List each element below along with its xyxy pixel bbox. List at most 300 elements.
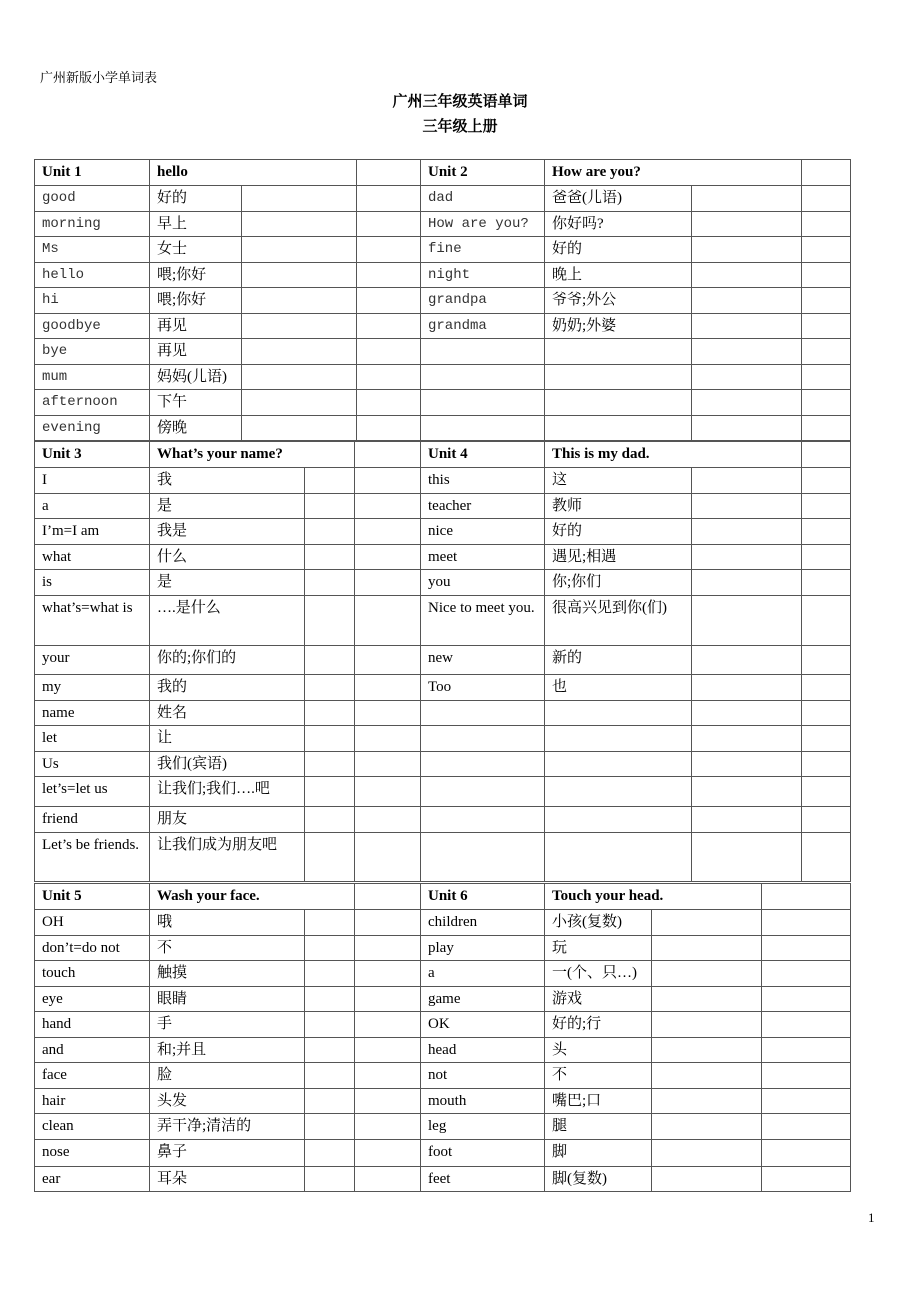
meaning-cell: 傍晚 [150,416,242,441]
meaning-cell: 好的 [545,237,692,263]
empty-cell [305,910,355,936]
empty-cell [355,910,421,936]
word-cell [421,416,545,441]
empty-cell [242,186,357,212]
unit-title: Touch your head. [545,884,762,910]
empty-cell [802,726,851,752]
meaning-cell: 脸 [150,1063,305,1089]
meaning-cell [545,726,692,752]
empty-cell [692,237,802,263]
empty-cell [305,936,355,961]
unit-title: hello [150,160,357,186]
table-row [421,752,851,777]
word-cell: feet [421,1167,545,1192]
meaning-cell: 是 [150,570,305,596]
table-row [35,390,421,416]
unit-title: Wash your face. [150,884,355,910]
empty-cell [652,1140,762,1167]
table-row [421,1038,851,1063]
word-cell: good [35,186,150,212]
empty-cell [305,1140,355,1167]
word-cell: let [35,726,150,752]
empty-cell [357,365,421,390]
word-cell: OK [421,1012,545,1038]
table-row [35,1140,421,1167]
word-cell: bye [35,339,150,365]
empty-cell [357,390,421,416]
meaning-cell: 喂;你好 [150,263,242,288]
word-cell [421,339,545,365]
meaning-cell: 姓名 [150,701,305,726]
empty-cell [355,807,421,833]
u6-table [420,883,851,1192]
table-row [35,726,421,752]
empty-cell [652,1038,762,1063]
meaning-cell: 我的 [150,675,305,701]
meaning-cell [545,833,692,882]
unit-title: What’s your name? [150,442,355,468]
word-cell: teacher [421,494,545,519]
empty-cell [802,186,851,212]
empty-cell [305,807,355,833]
empty-cell [242,314,357,339]
empty-cell [802,807,851,833]
empty-cell [802,701,851,726]
word-cell: Let’s be friends. [35,833,150,882]
table-row [35,237,421,263]
empty-cell [305,1038,355,1063]
word-cell: hello [35,263,150,288]
empty-cell [305,519,355,545]
unit-header-row [35,160,421,186]
meaning-cell: 让我们;我们….吧 [150,777,305,807]
unit-header-row [421,884,851,910]
meaning-cell: ….是什么 [150,596,305,646]
empty-cell [355,961,421,987]
word-cell: let’s=let us [35,777,150,807]
word-cell: hand [35,1012,150,1038]
meaning-cell: 腿 [545,1114,652,1140]
table-row [35,186,421,212]
word-cell: Us [35,752,150,777]
empty-cell [652,1167,762,1192]
word-cell [421,726,545,752]
word-cell: dad [421,186,545,212]
u1-table [34,159,421,441]
empty-cell [355,726,421,752]
empty-cell [802,160,851,186]
meaning-cell [545,390,692,416]
meaning-cell: 脚(复数) [545,1167,652,1192]
empty-cell [802,468,851,494]
empty-cell [242,237,357,263]
word-cell: How are you? [421,212,545,237]
empty-cell [357,186,421,212]
table-row [35,833,421,882]
meaning-cell: 朋友 [150,807,305,833]
table-row [35,494,421,519]
empty-cell [242,212,357,237]
empty-cell [355,1089,421,1114]
word-cell: Too [421,675,545,701]
empty-cell [692,468,802,494]
empty-cell [802,833,851,882]
empty-cell [355,646,421,675]
word-cell: I’m=I am [35,519,150,545]
meaning-cell: 嘴巴;口 [545,1089,652,1114]
empty-cell [802,288,851,314]
unit-label: Unit 3 [35,442,150,468]
word-cell: game [421,987,545,1012]
table-row [35,1063,421,1089]
word-cell: mum [35,365,150,390]
empty-cell [355,545,421,570]
table-row [35,1114,421,1140]
meaning-cell: 妈妈(儿语) [150,365,242,390]
word-cell: grandpa [421,288,545,314]
table-row [421,726,851,752]
word-cell: grandma [421,314,545,339]
table-row [421,263,851,288]
table-row [35,961,421,987]
table-row [35,212,421,237]
empty-cell [305,752,355,777]
empty-cell [305,1063,355,1089]
table-row [421,390,851,416]
empty-cell [802,752,851,777]
meaning-cell [545,752,692,777]
table-row [35,987,421,1012]
table-row [421,961,851,987]
unit-label: Unit 1 [35,160,150,186]
table-row [421,416,851,441]
empty-cell [762,961,851,987]
empty-cell [652,1114,762,1140]
meaning-cell: 再见 [150,339,242,365]
table-row [35,936,421,961]
table-row [421,339,851,365]
meaning-cell: 女士 [150,237,242,263]
empty-cell [802,570,851,596]
meaning-cell: 早上 [150,212,242,237]
table-row [35,1167,421,1192]
empty-cell [355,1012,421,1038]
meaning-cell: 哦 [150,910,305,936]
meaning-cell: 头发 [150,1089,305,1114]
word-cell: don’t=do not [35,936,150,961]
empty-cell [652,961,762,987]
empty-cell [652,1063,762,1089]
empty-cell [355,701,421,726]
table-row [421,701,851,726]
meaning-cell: 弄干净;清洁的 [150,1114,305,1140]
empty-cell [692,807,802,833]
empty-cell [762,987,851,1012]
meaning-cell: 好的 [150,186,242,212]
unit-header-row [35,442,421,468]
empty-cell [802,494,851,519]
table-row [421,777,851,807]
meaning-cell: 很高兴见到你(们) [545,596,692,646]
meaning-cell: 奶奶;外婆 [545,314,692,339]
table-row [35,365,421,390]
meaning-cell: 也 [545,675,692,701]
meaning-cell: 什么 [150,545,305,570]
empty-cell [355,833,421,882]
word-cell: eye [35,987,150,1012]
empty-cell [802,314,851,339]
empty-cell [305,1089,355,1114]
empty-cell [305,777,355,807]
empty-cell [762,1140,851,1167]
empty-cell [802,442,851,468]
word-cell: name [35,701,150,726]
empty-cell [305,701,355,726]
empty-cell [355,468,421,494]
page-number: 1 [868,1210,875,1225]
table-row [421,365,851,390]
empty-cell [692,186,802,212]
word-cell: this [421,468,545,494]
table-row [421,288,851,314]
meaning-cell: 再见 [150,314,242,339]
word-cell: a [35,494,150,519]
empty-cell [692,726,802,752]
empty-cell [692,545,802,570]
meaning-cell: 这 [545,468,692,494]
word-cell: evening [35,416,150,441]
empty-cell [692,701,802,726]
empty-cell [305,833,355,882]
u2-table [420,159,851,441]
table-row [35,1089,421,1114]
word-cell: what [35,545,150,570]
meaning-cell: 我是 [150,519,305,545]
table-row [421,675,851,701]
meaning-cell [545,807,692,833]
empty-cell [242,365,357,390]
word-cell [421,833,545,882]
empty-cell [357,212,421,237]
word-cell [421,365,545,390]
table-row [421,910,851,936]
table-row [35,807,421,833]
empty-cell [305,1167,355,1192]
table-row [421,545,851,570]
empty-cell [652,1089,762,1114]
word-cell: fine [421,237,545,263]
empty-cell [305,596,355,646]
table-row [35,1012,421,1038]
meaning-cell [545,416,692,441]
empty-cell [762,884,851,910]
empty-cell [692,314,802,339]
table-row [35,570,421,596]
empty-cell [692,212,802,237]
meaning-cell: 晚上 [545,263,692,288]
meaning-cell: 你好吗? [545,212,692,237]
empty-cell [357,237,421,263]
table-row [35,910,421,936]
table-row [421,596,851,646]
word-cell: clean [35,1114,150,1140]
empty-cell [692,596,802,646]
empty-cell [305,570,355,596]
meaning-cell: 喂;你好 [150,288,242,314]
table-row [421,987,851,1012]
word-cell: is [35,570,150,596]
table-row [421,1114,851,1140]
empty-cell [242,288,357,314]
word-cell: children [421,910,545,936]
word-cell: Ms [35,237,150,263]
empty-cell [355,1038,421,1063]
table-row [35,416,421,441]
empty-cell [242,390,357,416]
empty-cell [802,212,851,237]
meaning-cell: 遇见;相遇 [545,545,692,570]
meaning-cell: 爸爸(儿语) [545,186,692,212]
table-row [35,545,421,570]
table-row [35,1038,421,1063]
empty-cell [355,987,421,1012]
word-cell: play [421,936,545,961]
meaning-cell [545,365,692,390]
empty-cell [692,519,802,545]
empty-cell [692,833,802,882]
empty-cell [762,1012,851,1038]
empty-cell [802,365,851,390]
page-title: 广州三年级英语单词 [392,94,528,110]
empty-cell [802,675,851,701]
word-cell [421,752,545,777]
empty-cell [692,777,802,807]
table-row [421,1063,851,1089]
meaning-cell [545,777,692,807]
unit-header-row [421,442,851,468]
meaning-cell: 新的 [545,646,692,675]
empty-cell [305,961,355,987]
meaning-cell: 不 [150,936,305,961]
empty-cell [355,1140,421,1167]
u5-table [34,883,421,1192]
meaning-cell: 我 [150,468,305,494]
unit-label: Unit 6 [421,884,545,910]
meaning-cell: 眼睛 [150,987,305,1012]
table-row [35,701,421,726]
meaning-cell: 头 [545,1038,652,1063]
word-cell: hi [35,288,150,314]
empty-cell [652,910,762,936]
empty-cell [762,936,851,961]
empty-cell [692,646,802,675]
empty-cell [802,777,851,807]
empty-cell [802,339,851,365]
word-cell: leg [421,1114,545,1140]
empty-cell [355,494,421,519]
table-row [421,314,851,339]
meaning-cell: 我们(宾语) [150,752,305,777]
meaning-cell: 教师 [545,494,692,519]
meaning-cell: 是 [150,494,305,519]
empty-cell [692,570,802,596]
table-row [421,212,851,237]
word-cell: Nice to meet you. [421,596,545,646]
word-cell: morning [35,212,150,237]
meaning-cell: 手 [150,1012,305,1038]
meaning-cell: 让 [150,726,305,752]
meaning-cell: 游戏 [545,987,652,1012]
empty-cell [692,288,802,314]
unit-header-row [35,884,421,910]
word-cell: and [35,1038,150,1063]
empty-cell [305,675,355,701]
empty-cell [355,1114,421,1140]
empty-cell [357,314,421,339]
empty-cell [692,752,802,777]
word-cell: night [421,263,545,288]
empty-cell [762,1063,851,1089]
empty-cell [762,1167,851,1192]
empty-cell [692,494,802,519]
unit-title: This is my dad. [545,442,802,468]
word-cell: foot [421,1140,545,1167]
empty-cell [762,1114,851,1140]
word-cell [421,390,545,416]
word-cell: meet [421,545,545,570]
table-row [421,1012,851,1038]
empty-cell [802,263,851,288]
meaning-cell: 你;你们 [545,570,692,596]
word-cell: nose [35,1140,150,1167]
empty-cell [357,339,421,365]
empty-cell [355,752,421,777]
word-cell [421,807,545,833]
unit-header-row [421,160,851,186]
word-cell: afternoon [35,390,150,416]
meaning-cell: 好的 [545,519,692,545]
table-row [35,777,421,807]
word-cell: ear [35,1167,150,1192]
unit-title: How are you? [545,160,802,186]
page-subtitle: 三年级上册 [422,119,498,135]
empty-cell [802,596,851,646]
table-row [35,752,421,777]
meaning-cell: 耳朵 [150,1167,305,1192]
header-note: 广州新版小学单词表 [40,70,158,85]
table-row [421,237,851,263]
word-cell [421,701,545,726]
empty-cell [357,416,421,441]
empty-cell [242,263,357,288]
table-row [421,1140,851,1167]
meaning-cell [545,339,692,365]
table-row [35,596,421,646]
u3-table [34,441,421,882]
table-row [421,186,851,212]
meaning-cell: 你的;你们的 [150,646,305,675]
table-row [35,339,421,365]
word-cell [421,777,545,807]
empty-cell [305,494,355,519]
empty-cell [305,726,355,752]
empty-cell [802,416,851,441]
unit-label: Unit 4 [421,442,545,468]
empty-cell [355,596,421,646]
empty-cell [652,987,762,1012]
empty-cell [692,339,802,365]
empty-cell [305,1012,355,1038]
